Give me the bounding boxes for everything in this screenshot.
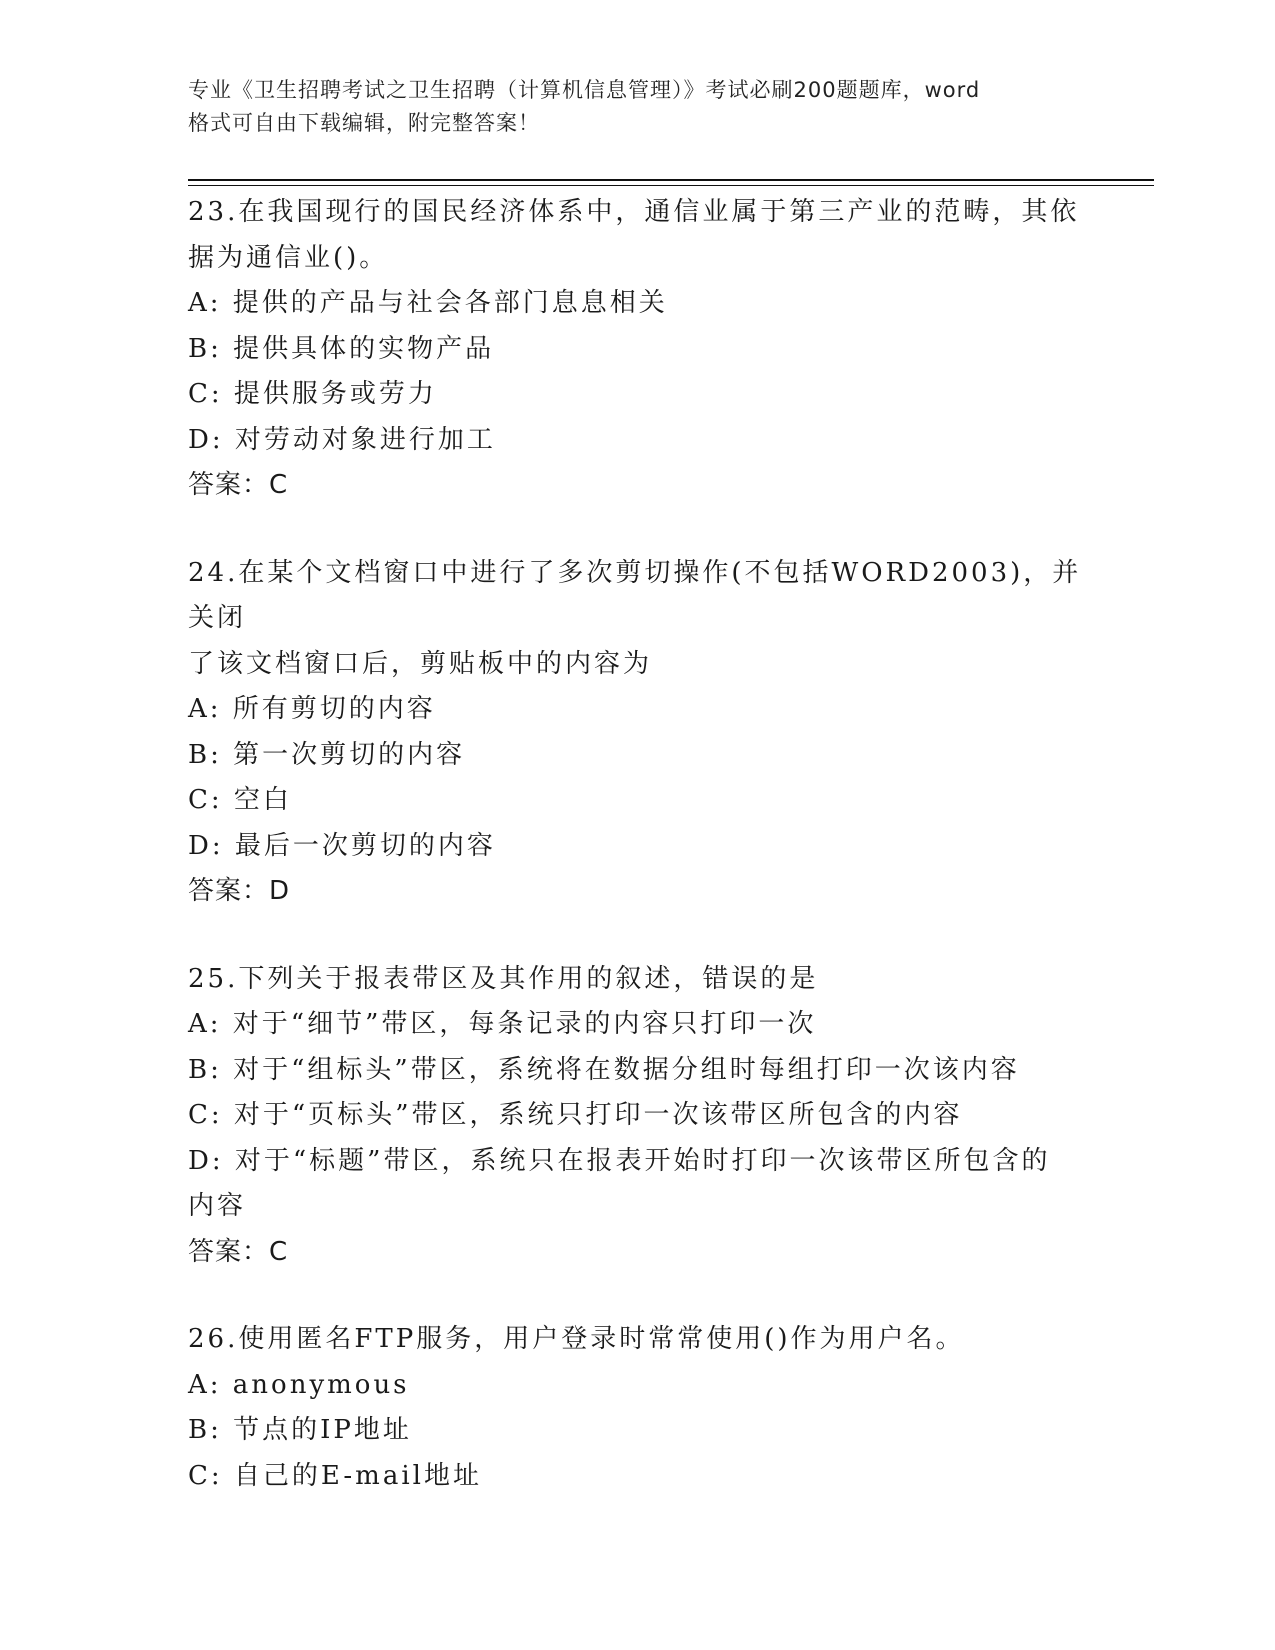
- question-stem-continued: 据为通信业()。: [188, 242, 389, 273]
- option-b: B: 节点的IP地址: [188, 1415, 412, 1445]
- option-d-continued: 内容: [188, 1191, 247, 1221]
- question-25: [188, 957, 1088, 1276]
- question-list: [188, 190, 1088, 1541]
- option-a: A: 所有剪切的内容: [188, 694, 436, 724]
- option-d: D: 对劳动对象进行加工: [188, 424, 496, 455]
- answer-line: 答案：D: [188, 876, 291, 906]
- question-24: [188, 551, 1088, 915]
- option-a: A: 对于“细节”带区，每条记录的内容只打印一次: [188, 1009, 817, 1039]
- document-header: [188, 74, 1088, 140]
- option-b: B: 第一次剪切的内容: [188, 739, 466, 770]
- option-c: C: 对于“页标头”带区，系统只打印一次该带区所包含的内容: [188, 1100, 963, 1130]
- header-divider-bottom: [188, 185, 1154, 186]
- question-stem: 25.下列关于报表带区及其作用的叙述，错误的是: [188, 963, 819, 994]
- option-a: A: 提供的产品与社会各部门息息相关: [188, 288, 668, 318]
- question-stem: 24.在某个文档窗口中进行了多次剪切操作(不包括WORD2003)，并关闭: [188, 557, 1082, 633]
- option-c: C: 自己的E-mail地址: [188, 1460, 482, 1491]
- answer-line: 答案：C: [188, 1236, 289, 1267]
- question-stem: 23.在我国现行的国民经济体系中，通信业属于第三产业的范畴，其依: [188, 197, 1080, 227]
- option-a: A: anonymous: [188, 1369, 410, 1400]
- option-d: D: 最后一次剪切的内容: [188, 830, 496, 861]
- question-stem: 26.使用匿名FTP服务，用户登录时常常使用()作为用户名。: [188, 1324, 965, 1354]
- option-b: B: 提供具体的实物产品: [188, 333, 495, 364]
- question-26: [188, 1317, 1088, 1499]
- option-d: D: 对于“标题”带区，系统只在报表开始时打印一次该带区所包含的: [188, 1145, 1051, 1176]
- question-stem-continued: 了该文档窗口后，剪贴板中的内容为: [188, 648, 653, 679]
- header-divider-top: [188, 179, 1154, 181]
- option-c: C: 提供服务或劳力: [188, 379, 437, 409]
- option-c: C: 空白: [188, 785, 292, 815]
- header-line-1: 专业《卫生招聘考试之卫生招聘（计算机信息管理）》考试必刷200题题库，word: [188, 78, 981, 102]
- question-23: [188, 190, 1088, 509]
- option-b: B: 对于“组标头”带区，系统将在数据分组时每组打印一次该内容: [188, 1054, 1020, 1085]
- header-line-2: 格式可自由下载编辑，附完整答案！: [188, 111, 540, 135]
- answer-line: 答案：C: [188, 470, 289, 500]
